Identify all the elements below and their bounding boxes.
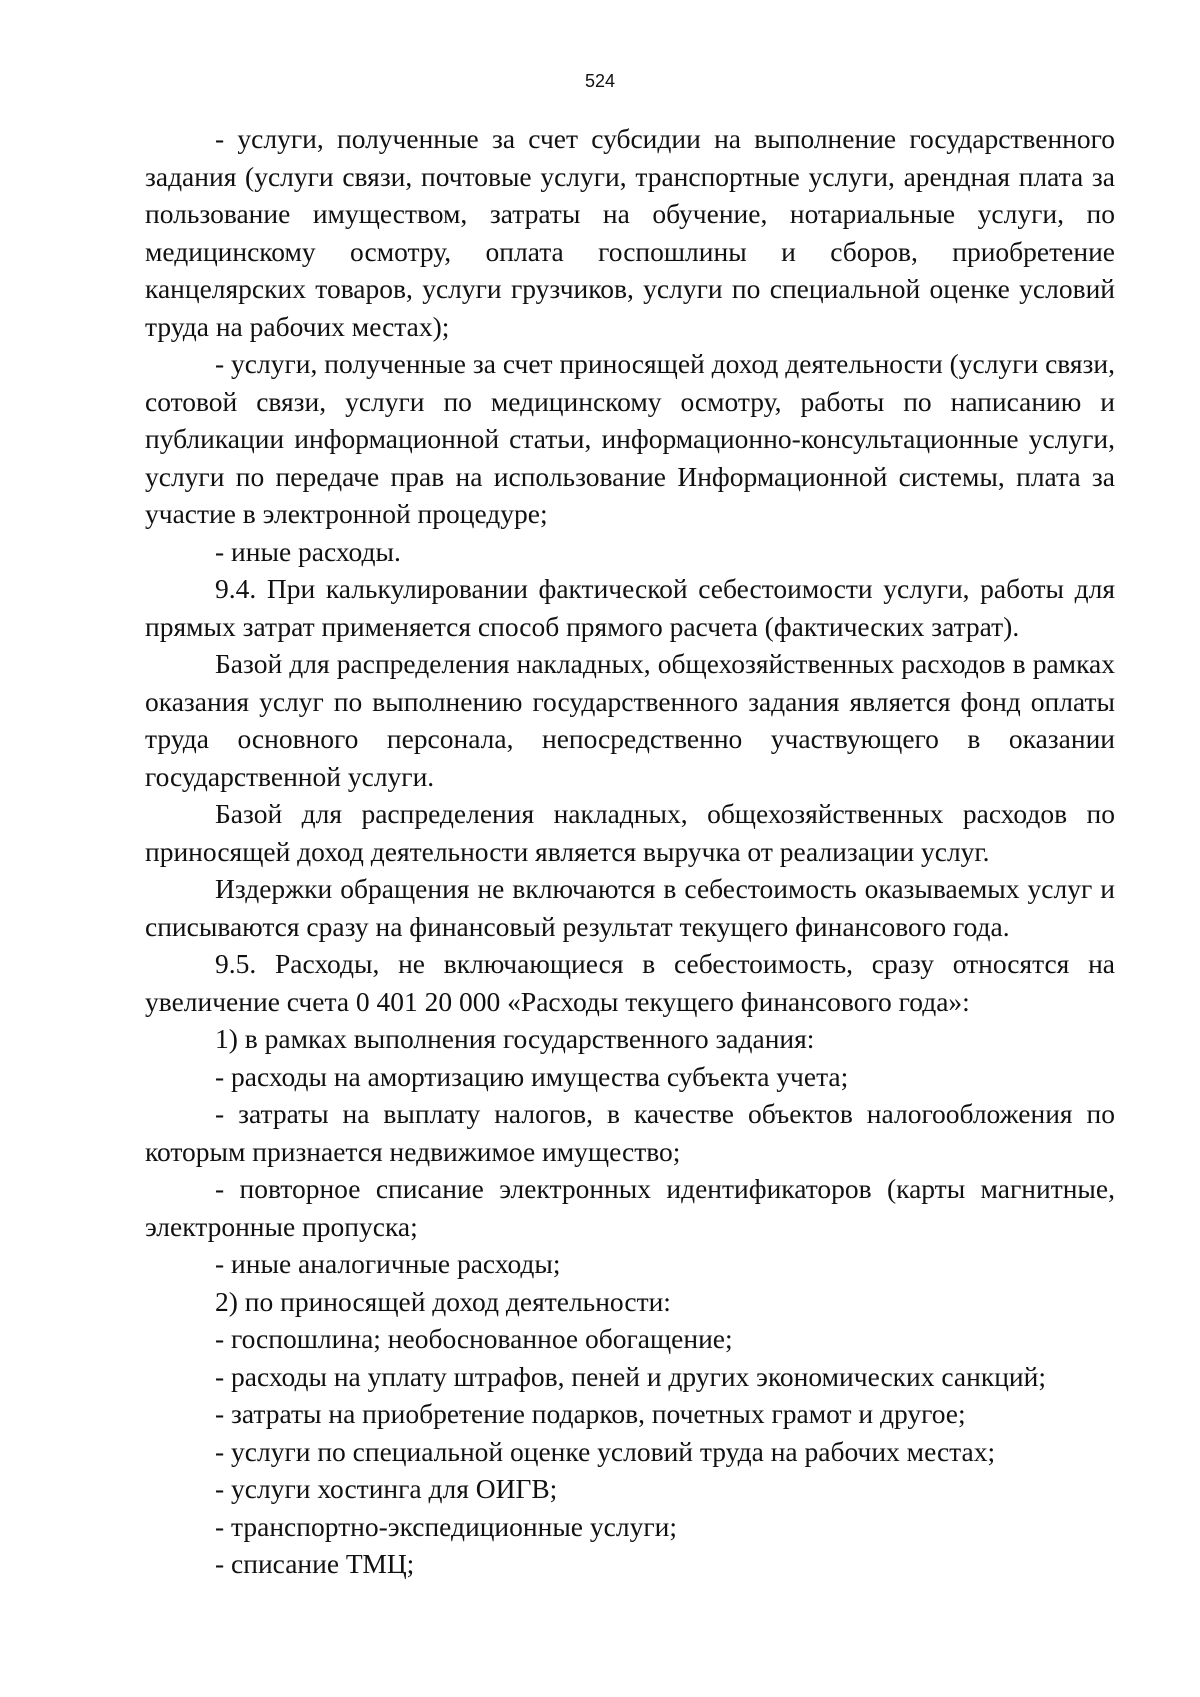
paragraph: 9.4. При калькулировании фактической себестоимости услуги, работы для прямых затрат применяется способ прямого расчета (фактических затрат). [145, 573, 1115, 642]
paragraph: - услуги, полученные за счет приносящей доход деятельности (услуги связи, сотовой связи, услуги по медицинскому осмотру, работы по написанию и публикации информационной статьи, информационно-консультационные услуги, услуги по передаче прав на использование Информационной системы, плата за участие в электронной процедуре; [145, 348, 1115, 529]
paragraph: - расходы на амортизацию имущества субъекта учета; [215, 1060, 849, 1092]
document-body [145, 120, 1115, 1583]
paragraph: - транспортно-экспедиционные услуги; [215, 1510, 677, 1542]
paragraph: 9.5. Расходы, не включающиеся в себестоимость, сразу относятся на увеличение счета 0 401 20 000 «Расходы текущего финансового года»: [145, 948, 1115, 1017]
paragraph: Базой для распределения накладных, общехозяйственных расходов по приносящей доход деятельности является выручка от реализации услуг. [145, 798, 1115, 867]
paragraph: - иные аналогичные расходы; [215, 1248, 561, 1279]
paragraph: - повторное списание электронных идентификаторов (карты магнитные, электронные пропуска; [145, 1173, 1115, 1242]
paragraph: - затраты на приобретение подарков, почетных грамот и другое; [215, 1398, 966, 1429]
paragraph: - затраты на выплату налогов, в качестве объектов налогообложения по которым признается недвижимое имущество; [145, 1098, 1115, 1167]
paragraph: - услуги, полученные за счет субсидии на выполнение государственного задания (услуги связи, почтовые услуги, транспортные услуги, арендная плата за пользование имуществом, затраты на обучение, нотариальные услуги, по медицинскому осмотру, оплата госпошлины и сборов, приобретение канцелярских товаров, услуги грузчиков, услуги по специальной оценке условий труда на рабочих местах); [145, 123, 1115, 342]
paragraph: Издержки обращения не включаются в себестоимость оказываемых услуг и списываются сразу на финансовый результат текущего финансового года. [145, 873, 1115, 942]
paragraph: - расходы на уплату штрафов, пеней и других экономических санкций; [215, 1360, 1046, 1392]
page-number: 524 [584, 71, 616, 91]
paragraph: 1) в рамках выполнения государственного задания: [215, 1023, 815, 1054]
paragraph: Базой для распределения накладных, общехозяйственных расходов в рамках оказания услуг по выполнению государственного задания является фонд оплаты труда основного персонала, непосредственно участвующего в оказании государственной услуги. [145, 648, 1115, 792]
paragraph: - услуги по специальной оценке условий труда на рабочих местах; [215, 1435, 996, 1467]
paragraph: - иные расходы. [215, 535, 401, 567]
paragraph: - списание ТМЦ; [215, 1548, 415, 1579]
paragraph: - госпошлина; необоснованное обогащение; [215, 1323, 733, 1354]
paragraph: 2) по приносящей доход деятельности: [215, 1285, 671, 1317]
paragraph: - услуги хостинга для ОИГВ; [215, 1473, 558, 1504]
